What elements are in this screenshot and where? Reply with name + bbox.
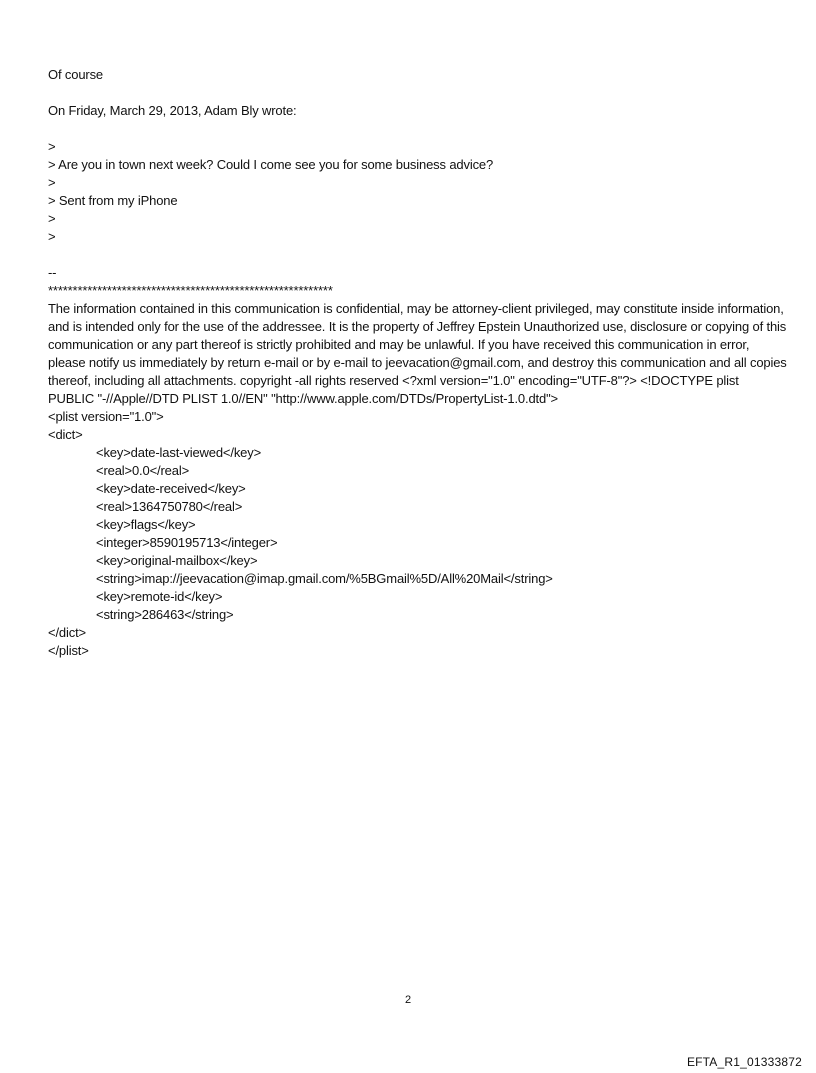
document-id: EFTA_R1_01333872 [686,1055,802,1069]
signature-separator: -- [48,265,57,280]
plist-entry: <string>286463</string> [96,607,234,622]
quoted-line: > [48,175,56,190]
page-number: 2 [404,994,412,1006]
plist-entry: <real>0.0</real> [96,463,190,478]
plist-entry: <string>imap://jeevacation@imap.gmail.com/%5BGmail%5D/All%20Mail</string> [96,571,553,586]
reply-text: Of course [48,67,104,82]
plist-entry: <integer>8590195713</integer> [96,535,278,550]
quoted-line: > Sent from my iPhone [48,193,178,208]
confidentiality-disclaimer: The information contained in this communication is confidential, may be attorney-client privileged, may constitute inside information, and is intended only for the use of the addressee. It is the property of Jeffrey Epstein Unauthorized use, disclosure or copying of this communication or any part thereof is strictly prohibited and may be unlawful. If you have received this communication in error, please notify us immediately by return e-mail or by e-mail to jeevacation@gmail.com, and destroy this communication and all copies thereof, including all attachments. copyright -all rights reserved <?xml version="1.0" encoding="UTF-8"?> <!DOCTYPE plist PUBLIC "-//Apple//DTD PLIST 1.0//EN" "http://www.apple.com/DTDs/PropertyList-1.0.dtd"> [48,301,787,406]
plist-entry: <key>remote-id</key> [96,589,223,604]
plist-entry: <key>original-mailbox</key> [96,553,258,568]
signature-stars: ********************************************************** [48,283,333,298]
quoted-line: > [48,139,56,154]
dict-open-tag: <dict> [48,427,83,442]
quote-attribution: On Friday, March 29, 2013, Adam Bly wrote: [48,103,297,118]
quoted-block [48,138,788,246]
quoted-line: > Are you in town next week? Could I come see you for some business advice? [48,157,494,172]
plist-entry: <real>1364750780</real> [96,499,243,514]
plist-block [48,408,788,660]
plist-entry: <key>date-received</key> [96,481,246,496]
plist-open-tag: <plist version="1.0"> [48,409,164,424]
plist-entry: <key>date-last-viewed</key> [96,445,262,460]
quoted-line: > [48,229,56,244]
dict-close-tag: </dict> [48,625,86,640]
plist-close-tag: </plist> [48,643,89,658]
email-body [48,66,788,660]
plist-entry: <key>flags</key> [96,517,196,532]
quoted-line: > [48,211,56,226]
